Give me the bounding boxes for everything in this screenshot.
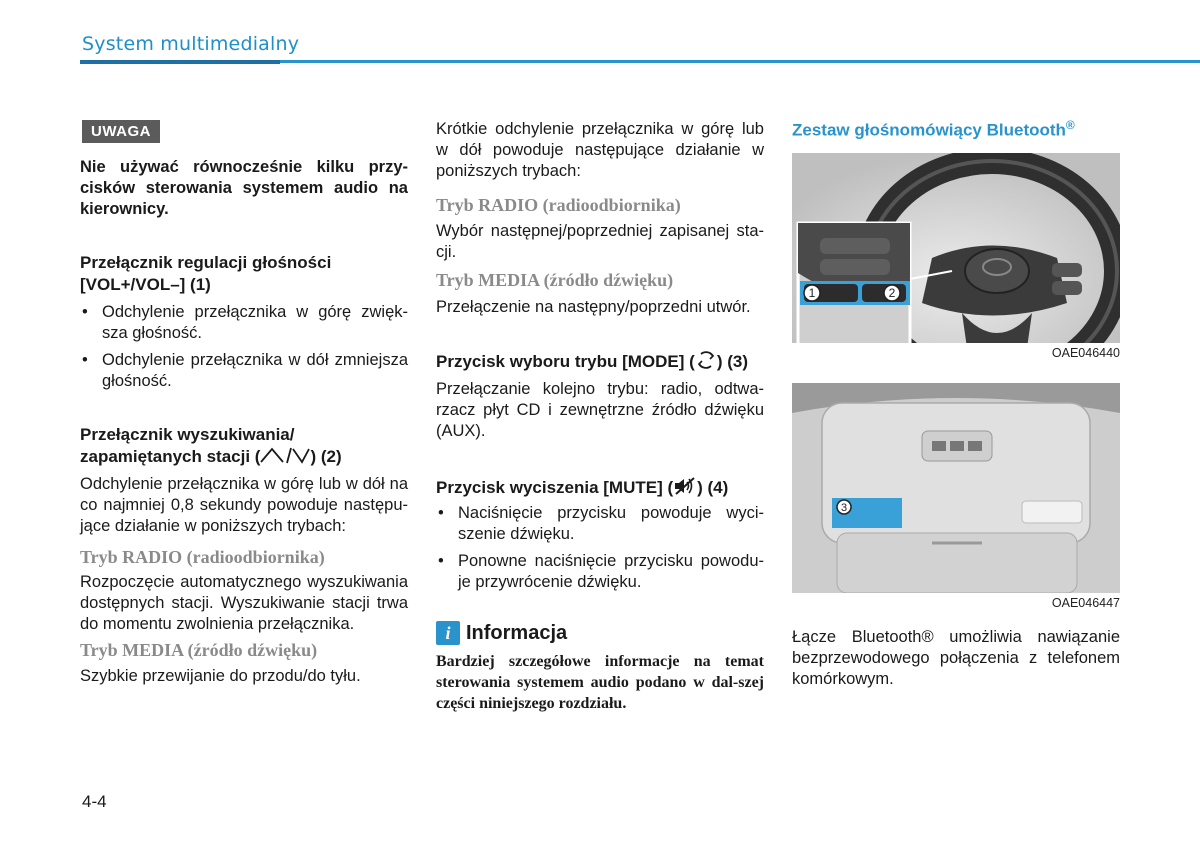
steering-wheel-figure: [792, 153, 1120, 363]
media-mode-heading: Tryb MEDIA (źródło dźwięku): [436, 270, 674, 290]
vol-section: [80, 252, 408, 392]
list-item: • Odchylenie przełącznika w dół zmniejsza głośność.: [80, 350, 408, 392]
mute-heading-text-a: Przycisk wyciszenia [MUTE] (: [436, 478, 674, 497]
mode-body: Przełączanie kolejno trybu: radio, odtwa-rzacz płyt CD i zewnętrzne źródło dźwięku (AUX).: [436, 380, 764, 440]
vol-bullet-list: [80, 302, 408, 392]
radio-mode-heading: Tryb RADIO (radioodbiornika): [436, 195, 681, 215]
seek-heading-text-a: zapamiętanych stacji (: [80, 447, 261, 466]
vol-heading-line1: Przełącznik regulacji głośności: [80, 253, 332, 272]
bluetooth-heading-text: Zestaw głośnomówiący Bluetooth: [792, 120, 1066, 140]
mute-bullet-list: [436, 503, 764, 593]
list-item: • Ponowne naciśnięcie przycisku powodu-je przywrócenie dźwięku.: [436, 551, 764, 593]
figure-code-2: OAE046447: [1051, 596, 1120, 610]
page-number: 4-4: [82, 792, 107, 811]
seek-heading-text-b: ) (2): [310, 447, 342, 466]
vol-heading-line2: [VOL+/VOL–] (1): [80, 275, 211, 294]
bluetooth-body: Łącze Bluetooth® umożliwia nawiązanie bezprzewodowego połączenia z telefonem komórkowym.: [792, 628, 1120, 688]
seek-heading-line2: [80, 446, 408, 468]
radio-mode-heading: Tryb RADIO (radioodbiornika): [80, 547, 325, 567]
mode-cycle-icon: [695, 350, 717, 370]
bluetooth-heading: [792, 118, 1075, 140]
figure-code-1: OAE046440: [1051, 346, 1120, 360]
list-item: • Odchylenie przełącznika w górę zwięk-sza głośność.: [80, 302, 408, 344]
radio-mode-body: Wybór następnej/poprzedniej zapisanej sta-cji.: [436, 222, 764, 261]
media-mode-heading: Tryb MEDIA (źródło dźwięku): [80, 640, 318, 660]
info-icon: i: [436, 621, 460, 645]
info-box: [436, 621, 764, 714]
mode-heading-text-b: ) (3): [716, 352, 748, 371]
warning-badge: UWAGA: [82, 120, 160, 143]
info-body: Bardziej szczegółowe informacje na temat sterowania systemem audio podano w dal-szej części niniejszego rozdziału.: [436, 653, 764, 712]
warning-text: Nie używać równocześnie kilku przy-cisków sterowania systemem audio na kierownicy.: [80, 158, 408, 218]
page-header-title: System multimedialny: [82, 33, 300, 55]
header-rule-accent: [80, 60, 280, 64]
media-mode-body: Szybkie przewijanie do przodu/do tyłu.: [80, 667, 361, 685]
mode-heading-text-a: Przycisk wyboru trybu [MODE] (: [436, 352, 695, 371]
steering-wheel-illustration: [792, 153, 1120, 363]
mute-heading-text-b: ) (4): [697, 478, 729, 497]
list-item: • Naciśnięcie przycisku powoduje wyci-szenie dźwięku.: [436, 503, 764, 545]
seek-body: Odchylenie przełącznika w górę lub w dół na co najmniej 0,8 sekundy powoduje następu-jące działanie w poniższych trybach:: [80, 475, 408, 535]
mute-speaker-icon: [673, 476, 697, 496]
overhead-console-figure: [792, 383, 1120, 613]
media-mode-body: Przełączenie na następny/poprzedni utwór.: [436, 298, 751, 316]
mute-heading: [436, 476, 776, 499]
callout-3: 3: [840, 502, 848, 514]
callout-2: 2: [888, 286, 896, 300]
registered-mark: ®: [1065, 118, 1075, 132]
seek-heading-line1: Przełącznik wyszukiwania/: [80, 425, 295, 444]
radio-mode-body: Rozpoczęcie automatycznego wyszukiwania dostępnych stacji. Wyszukiwanie stacji trwa do momentu zwolnienia przełącznika.: [80, 573, 408, 633]
info-title: Informacja: [466, 621, 568, 644]
seek-up-down-icon: [260, 446, 310, 464]
callout-1: 1: [808, 286, 816, 300]
overhead-console-illustration: [792, 383, 1120, 613]
seek-section: [80, 424, 408, 687]
mode-heading: [436, 350, 776, 373]
short-press-intro: Krótkie odchylenie przełącznika w górę lub w dół powoduje następujące działanie w poniższych trybach:: [436, 120, 764, 180]
